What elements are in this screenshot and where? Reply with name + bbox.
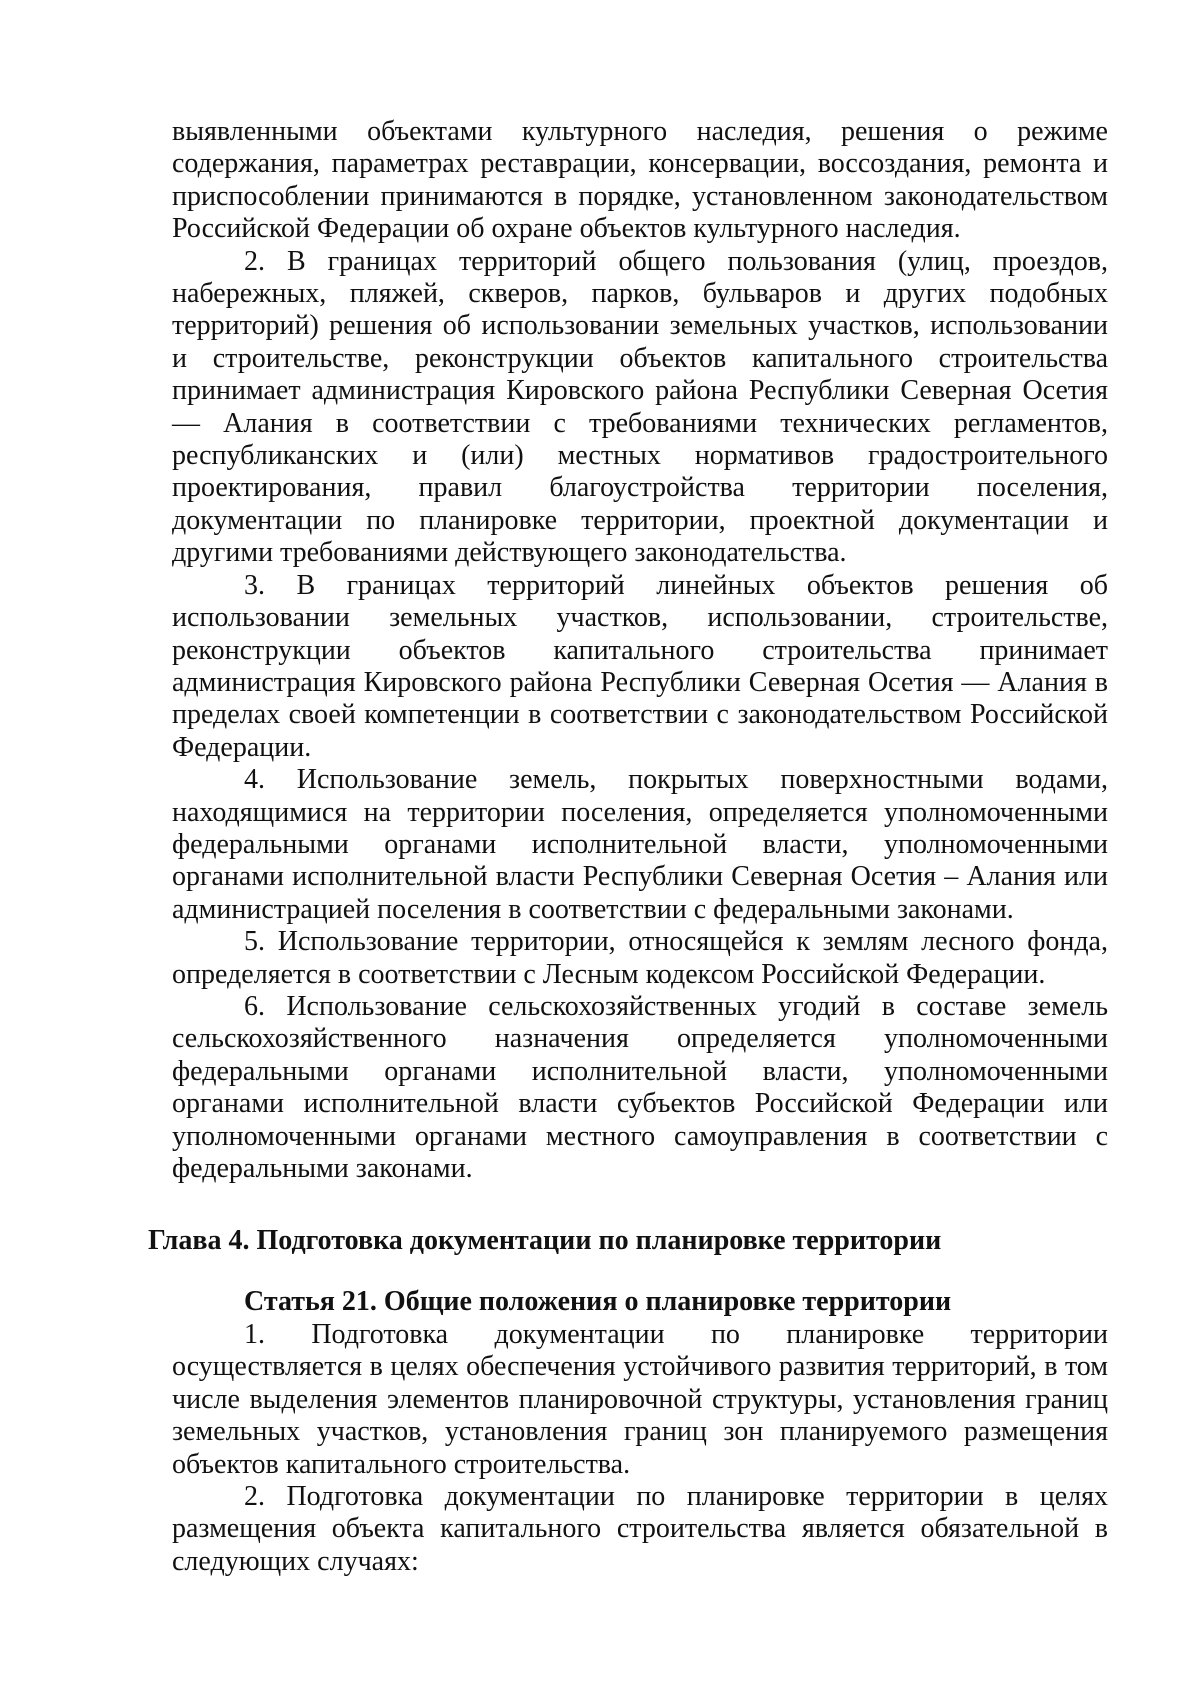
paragraph-item-6: 6. Использование сельскохозяйственных угодий в составе земель сельскохозяйственного назначения определяется уполномоченными федеральными органами исполнительной власти, уполномоченными органами исполнительной власти субъектов Российской Федерации или уполномоченными органами местного самоуправления в соответствии с федеральными законами.	[172, 990, 1108, 1184]
body-text-top	[172, 116, 1108, 1185]
article-paragraph-1: 1. Подготовка документации по планировке территории осуществляется в целях обеспечения устойчивого развития территорий, в том числе выделения элементов планировочной структуры, установления границ земельных участков, установления границ зон планируемого размещения объектов капитального строительства.	[172, 1319, 1108, 1480]
paragraph-item-4: 4. Использование земель, покрытых поверхностными водами, находящимися на территории поселения, определяется уполномоченными федеральными органами исполнительной власти, уполномоченными органами исполнительной власти Республики Северная Осетия – Алания или администрацией поселения в соответствии с федеральными законами.	[172, 764, 1108, 925]
body-text-bottom	[172, 1319, 1108, 1578]
chapter-heading: Глава 4. Подготовка документации по планировке территории	[148, 1225, 942, 1256]
article-paragraph-2: 2. Подготовка документации по планировке территории в целях размещения объекта капитального строительства является обязательной в следующих случаях:	[172, 1481, 1108, 1577]
paragraph-item-3: 3. В границах территорий линейных объектов решения об использовании земельных участков, использовании, строительстве, реконструкции объектов капитального строительства принимает администрация Кировского района Республики Северная Осетия — Алания в пределах своей компетенции в соответствии с законодательством Российской Федерации.	[172, 569, 1108, 763]
paragraph-continuation: выявленными объектами культурного наследия, решения о режиме содержания, параметрах реставрации, консервации, воссоздания, ремонта и приспособлении принимаются в порядке, установленном законодательством Российской Федерации об охране объектов культурного наследия.	[172, 116, 1108, 245]
paragraph-item-2: 2. В границах территорий общего пользования (улиц, проездов, набережных, пляжей, скверов, парков, бульваров и других подобных территорий) решения об использовании земельных участков, использовании и строительстве, реконструкции объектов капитального строительства принимает администрация Кировского района Республики Северная Осетия — Алания в соответствии с требованиями технических регламентов, республиканских и (или) местных нормативов градостроительного проектирования, правил благоустройства территории поселения, документации по планировке территории, проектной документации и другими требованиями действующего законодательства.	[172, 245, 1108, 569]
article-heading: Статья 21. Общие положения о планировке территории	[244, 1286, 952, 1317]
paragraph-item-5: 5. Использование территории, относящейся к землям лесного фонда, определяется в соответствии с Лесным кодексом Российской Федерации.	[172, 926, 1108, 990]
